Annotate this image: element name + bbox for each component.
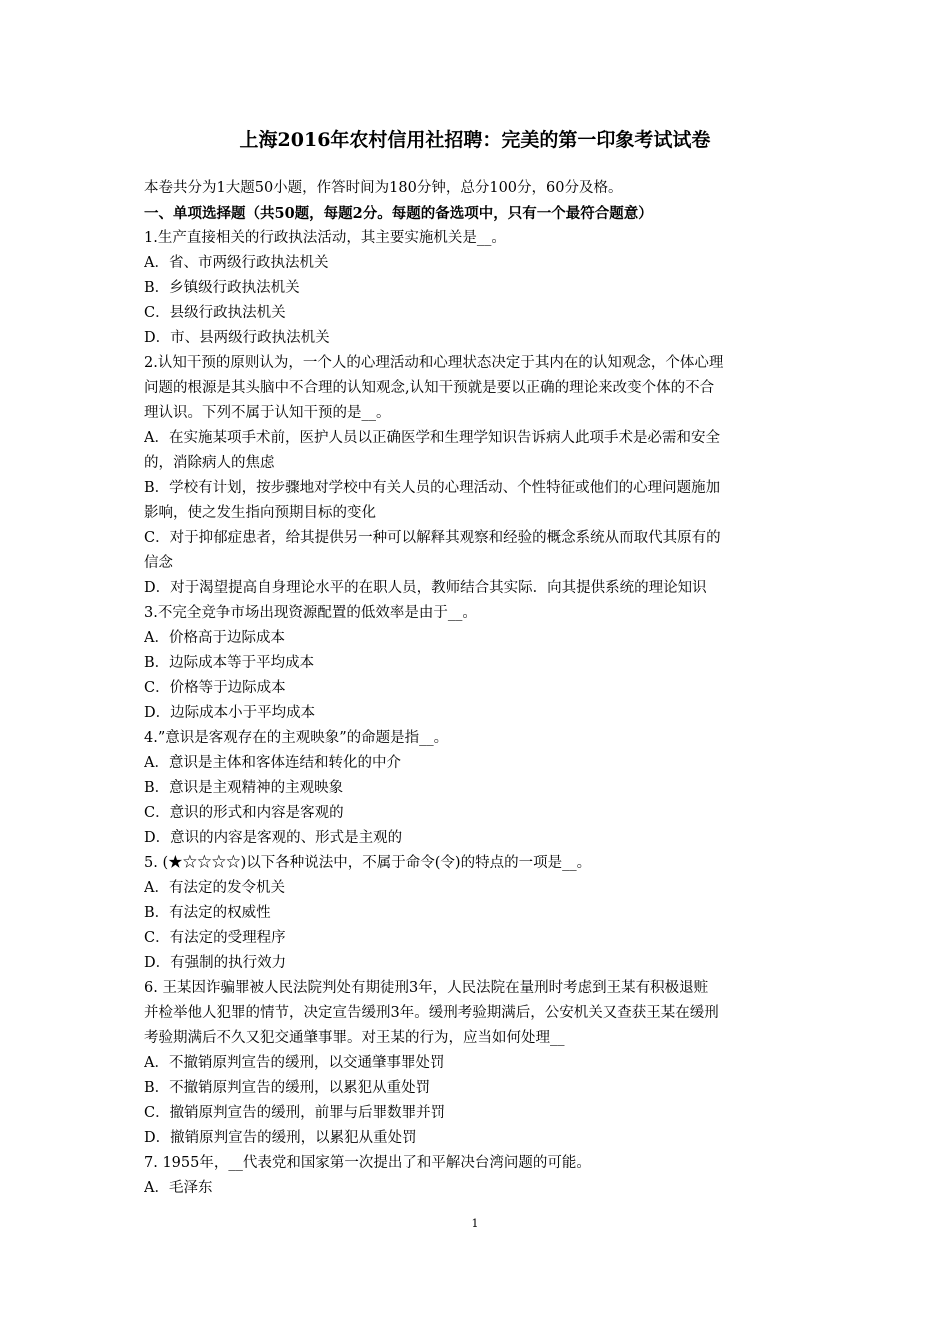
text-line: A．不撤销原判宣告的缓刑，以交通肇事罪处罚 <box>144 1055 445 1071</box>
document-title: 上海2016年农村信用社招聘：完美的第一印象考试试卷 <box>239 129 711 151</box>
text-line: 本卷共分为1大题50小题，作答时间为180分钟，总分100分，60分及格。 <box>144 180 623 196</box>
text-line: 的，消除病人的焦虑 <box>144 455 275 471</box>
text-line: 问题的根源是其头脑中不合理的认知观念,认知干预就是要以正确的理论来改变个体的不合 <box>144 380 715 396</box>
text-line: D．对于渴望提高自身理论水平的在职人员，教师结合其实际．向其提供系统的理论知识 <box>144 580 707 596</box>
text-line: A．在实施某项手术前，医护人员以正确医学和生理学知识告诉病人此项手术是必需和安全 <box>144 430 720 446</box>
text-line: B．边际成本等于平均成本 <box>144 655 315 671</box>
text-line: A．价格高于边际成本 <box>144 630 285 646</box>
text-line: A．有法定的发令机关 <box>144 880 285 896</box>
text-line: 1.生产直接相关的行政执法活动，其主要实施机关是__。 <box>144 230 506 246</box>
text-line: 6. 王某因诈骗罪被人民法院判处有期徒刑3年，人民法院在量刑时考虑到王某有积极退赃 <box>144 980 709 996</box>
text-line: 信念 <box>144 555 173 571</box>
text-line: B．乡镇级行政执法机关 <box>144 280 300 296</box>
text-line: D．有强制的执行效力 <box>144 955 287 971</box>
text-line: 理认识。下列不属于认知干预的是__。 <box>144 405 391 421</box>
text-line: A．毛泽东 <box>144 1180 213 1196</box>
text-line: C．有法定的受理程序 <box>144 930 286 946</box>
text-line: 考验期满后不久又犯交通肇事罪。对王某的行为，应当如何处理__ <box>144 1030 565 1046</box>
text-line: B．有法定的权威性 <box>144 905 271 921</box>
text-line: 5. (★☆☆☆☆)以下各种说法中，不属于命令(令)的特点的一项是__。 <box>144 855 592 871</box>
text-line: C．价格等于边际成本 <box>144 680 286 696</box>
text-line: D．意识的内容是客观的、形式是主观的 <box>144 830 403 846</box>
text-line: 3.不完全竞争市场出现资源配置的低效率是由于__。 <box>144 605 477 621</box>
text-line: D．市、县两级行政执法机关 <box>144 330 330 346</box>
text-line: 2.认知干预的原则认为，一个人的心理活动和心理状态决定于其内在的认知观念，个体心理 <box>144 355 724 371</box>
document-body <box>144 176 816 1201</box>
text-line: D．撤销原判宣告的缓刑，以累犯从重处罚 <box>144 1130 417 1146</box>
section-heading: 一、单项选择题（共50题，每题2分。每题的备选项中，只有一个最符合题意） <box>144 205 653 222</box>
page-number: 1 <box>471 1217 479 1230</box>
text-line: 影响，使之发生指向预期目标的变化 <box>144 505 376 521</box>
text-line: A．意识是主体和客体连结和转化的中介 <box>144 755 401 771</box>
text-line: B．意识是主观精神的主观映象 <box>144 780 344 796</box>
text-line: C．对于抑郁症患者，给其提供另一种可以解释其观察和经验的概念系统从而取代其原有的 <box>144 530 721 546</box>
text-line: C．撤销原判宣告的缓刑，前罪与后罪数罪并罚 <box>144 1105 446 1121</box>
text-line: C．意识的形式和内容是客观的 <box>144 805 344 821</box>
text-line: C．县级行政执法机关 <box>144 305 286 321</box>
text-line: 4.”意识是客观存在的主观映象”的命题是指__。 <box>144 730 449 746</box>
text-line: D．边际成本小于平均成本 <box>144 705 316 721</box>
text-line: B．学校有计划，按步骤地对学校中有关人员的心理活动、个性特征或他们的心理问题施加 <box>144 480 721 496</box>
text-line: A．省、市两级行政执法机关 <box>144 255 329 271</box>
text-line: 7. 1955年，__代表党和国家第一次提出了和平解决台湾问题的可能。 <box>144 1155 591 1171</box>
text-line: B．不撤销原判宣告的缓刑，以累犯从重处罚 <box>144 1080 431 1096</box>
text-line: 并检举他人犯罪的情节，决定宣告缓刑3年。缓刑考验期满后，公安机关又查获王某在缓刑 <box>144 1005 719 1021</box>
